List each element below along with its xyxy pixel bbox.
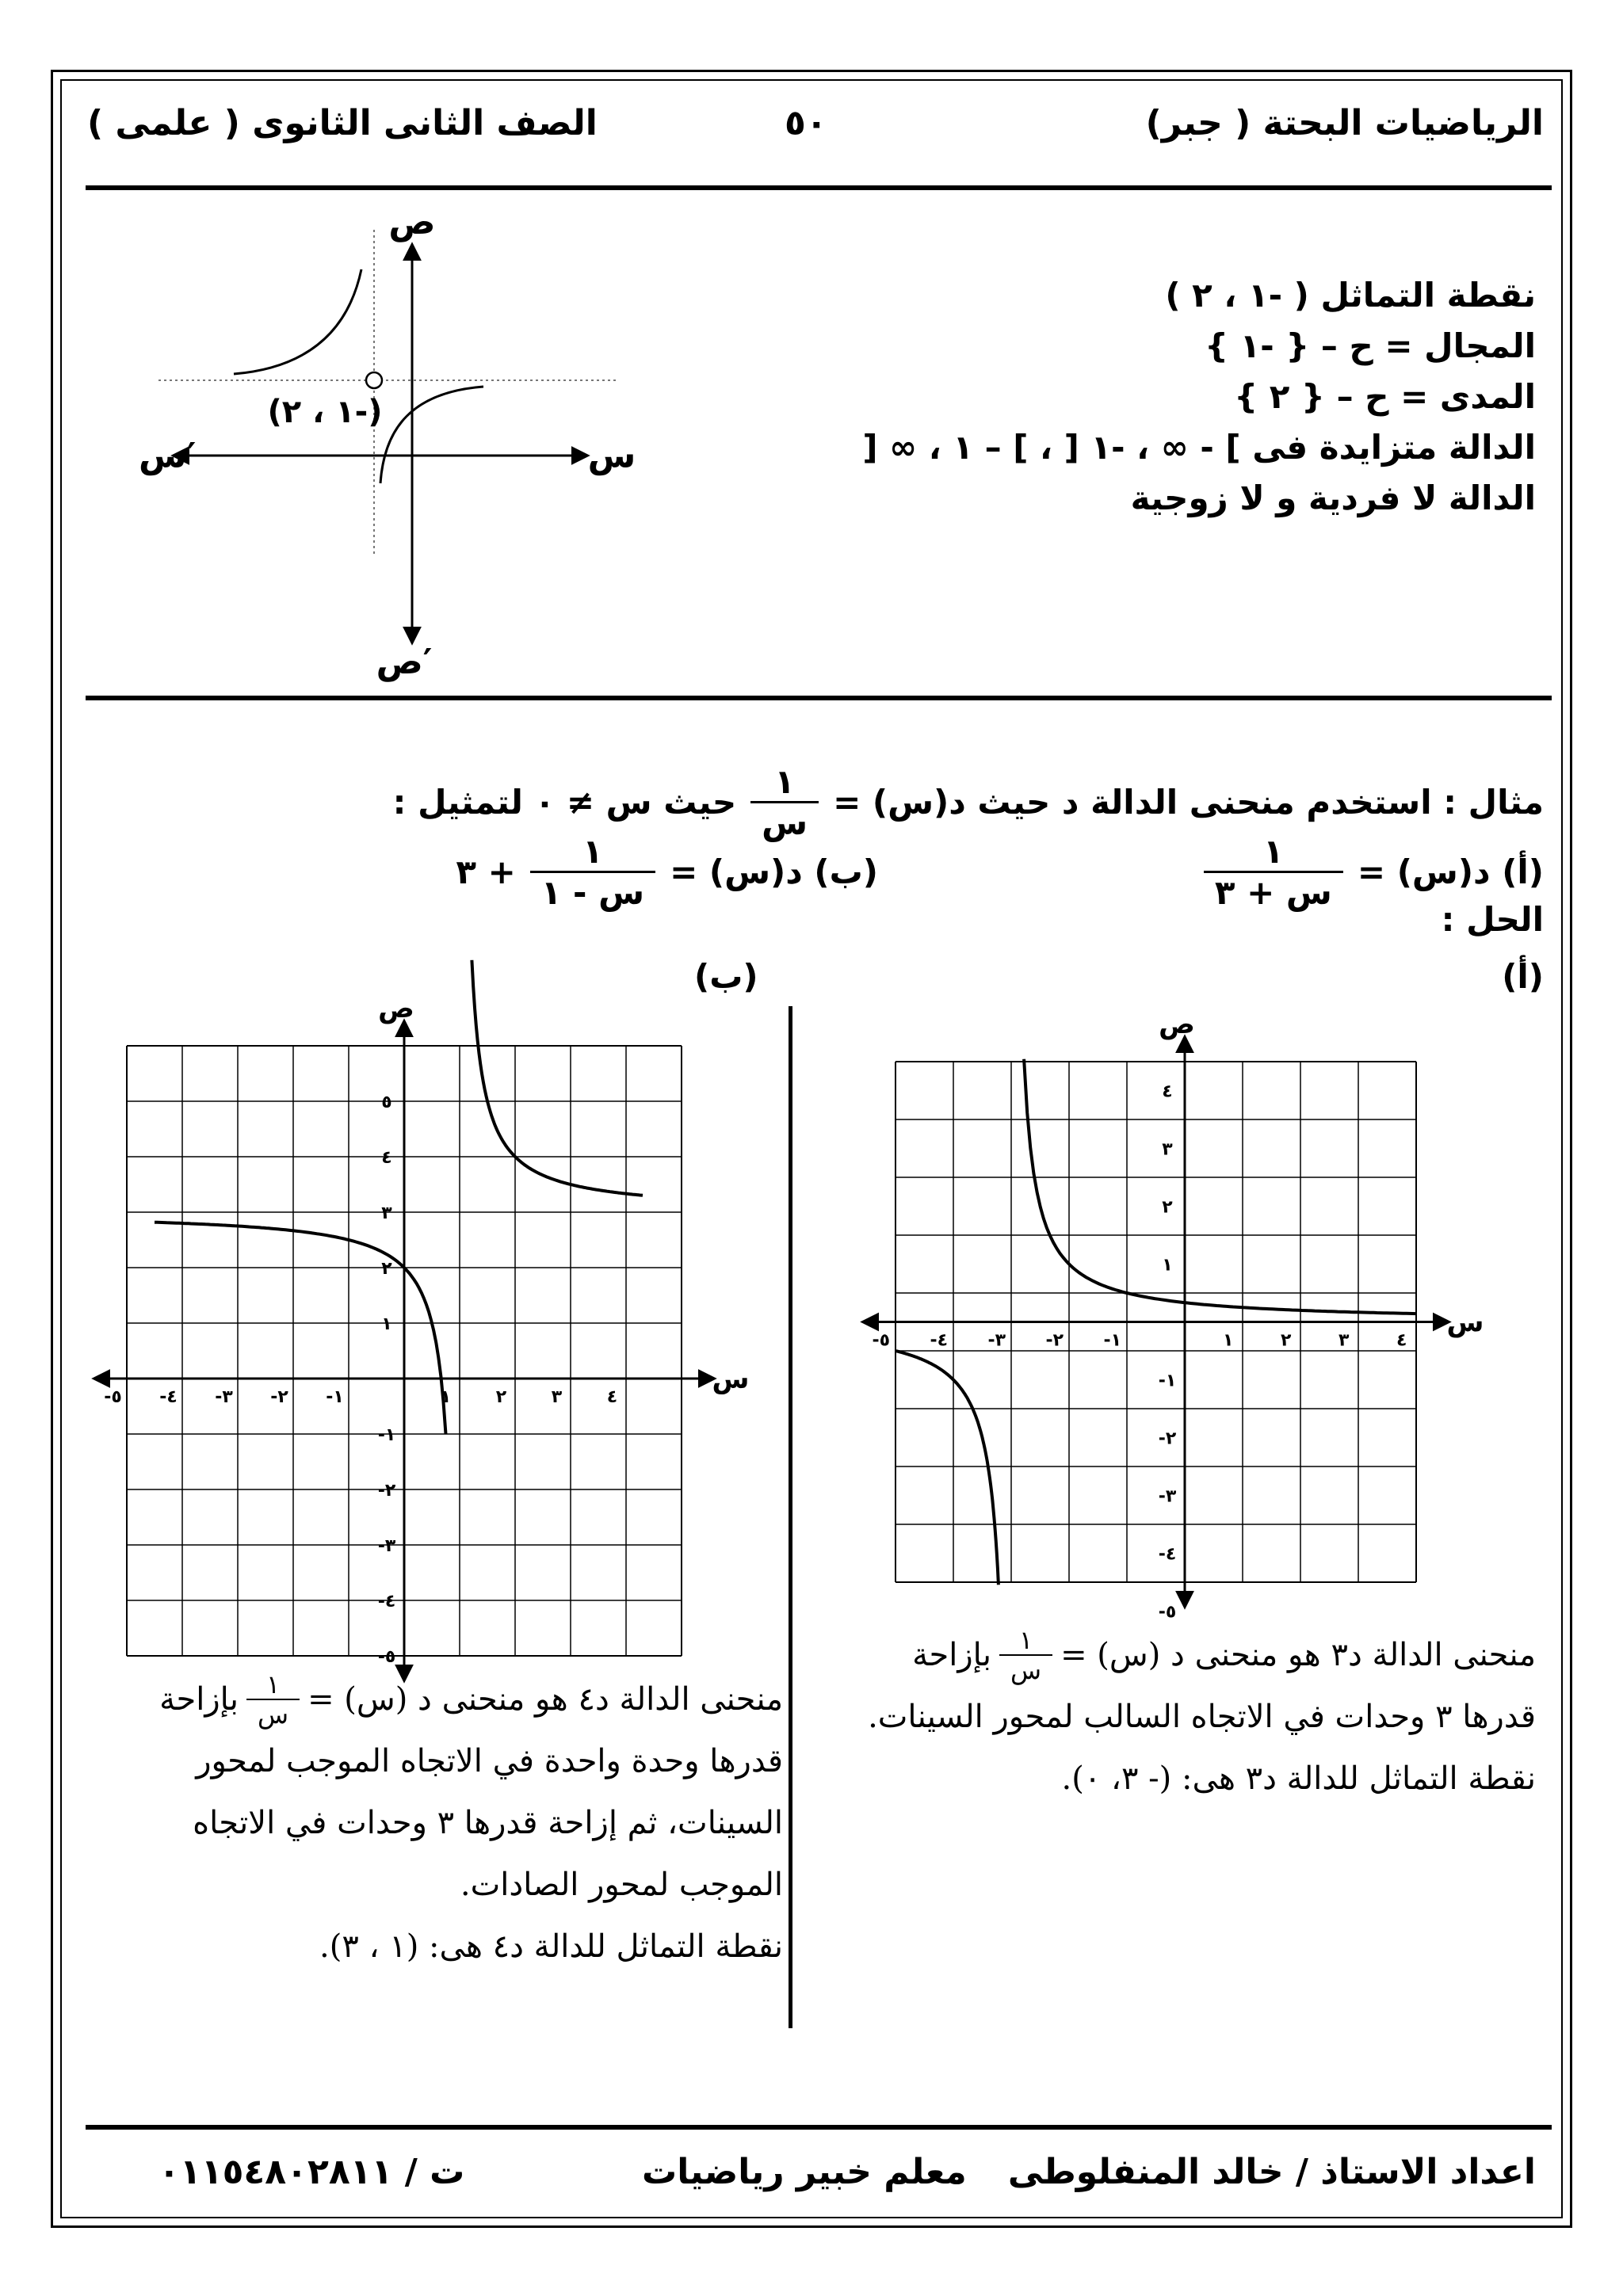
example-fraction xyxy=(750,762,819,842)
part-b-den: س - ١ xyxy=(540,873,645,912)
note-a xyxy=(838,1624,1536,1810)
note-a-line1-end: بإزاحة xyxy=(912,1637,991,1673)
part-a-label: (أ) د(س) = xyxy=(1357,852,1544,891)
example-frac-num: ١ xyxy=(750,762,819,803)
top-graph xyxy=(139,198,697,689)
note-b xyxy=(101,1669,783,1978)
graph-b-x-tick: -٥ xyxy=(104,1387,122,1407)
graph-b-x-tick: -٢ xyxy=(270,1387,288,1407)
footer-title: معلم خبير رياضيات xyxy=(642,2152,967,2192)
note-b-frac-num: ١ xyxy=(246,1670,300,1700)
graph-a-x-tick: -٣ xyxy=(987,1330,1006,1351)
top-graph-curve-left xyxy=(234,269,361,374)
top-graph-curve-right xyxy=(380,387,483,483)
graph-b-y-tick: -٥ xyxy=(377,1647,396,1667)
graph-a-curve-right xyxy=(1024,1059,1416,1314)
note-b-frac-den: س xyxy=(258,1699,289,1730)
graph-a-y-tick: -٣ xyxy=(1158,1486,1177,1507)
part-a-marker: (أ) xyxy=(1502,957,1544,996)
graph-a-x-tick: -٤ xyxy=(930,1330,949,1351)
part-b-fraction xyxy=(530,832,655,912)
example-statement-end: حيث س ≠ ٠ لتمثيل : xyxy=(392,783,737,822)
part-b-label: (ب) د(س) = xyxy=(670,852,878,891)
graph-b-y-label: ص xyxy=(378,993,414,1024)
graph-b-x-tick: ٣ xyxy=(551,1387,563,1407)
top-graph-x-neg-label: س′ xyxy=(139,436,197,476)
note-b-line1-end: بإزاحة xyxy=(159,1681,239,1718)
graph-a-x-tick: ٤ xyxy=(1396,1330,1407,1351)
note-a-frac-num: ١ xyxy=(999,1626,1052,1656)
note-b-line1 xyxy=(101,1669,783,1730)
graph-b-x-tick: ٤ xyxy=(606,1387,618,1407)
graph-b-y-tick: -٤ xyxy=(377,1592,396,1611)
part-b xyxy=(456,832,878,912)
footer-phone: ت / ٠١١٥٤٨٠٢٨١١ xyxy=(158,2152,465,2192)
note-b-line4: الموجب لمحور الصادات. xyxy=(460,1867,783,1903)
header-divider xyxy=(86,185,1552,190)
top-graph-y-neg-label: ص′ xyxy=(376,642,433,682)
top-graph-point-label: (-١ ، ٢) xyxy=(267,394,383,430)
graph-b-curve-left xyxy=(155,1222,446,1434)
range-text: المدى = ح – { ٢ } xyxy=(1234,377,1536,416)
header-subject: الرياضيات البحتة ( جبر) xyxy=(1145,103,1544,143)
graph-b-x-tick: -١ xyxy=(326,1387,344,1407)
parity-text: الدالة لا فردية و لا زوجية xyxy=(1130,479,1536,517)
part-b-marker: (ب) xyxy=(694,957,758,996)
graph-a-y-tick: -٤ xyxy=(1158,1544,1177,1565)
graph-a-x-tick: ٣ xyxy=(1338,1330,1350,1351)
footer-divider xyxy=(86,2125,1552,2130)
graph-a-y-tick: -٥ xyxy=(1158,1602,1177,1623)
column-separator xyxy=(789,1006,792,2028)
graph-a-y-label: ص xyxy=(1159,1009,1195,1040)
part-a-num: ١ xyxy=(1204,832,1343,873)
top-graph-y-label: ص xyxy=(388,202,436,242)
graph-a-y-tick: ٣ xyxy=(1162,1139,1173,1160)
solution-label: الحل : xyxy=(1441,900,1544,939)
graph-a-y-tick: ٢ xyxy=(1162,1197,1173,1218)
graph-b-y-tick: ٥ xyxy=(381,1093,392,1112)
note-a-line2: قدرها ٣ وحدات في الاتجاه السالب لمحور السينات. xyxy=(868,1699,1536,1735)
part-b-num: ١ xyxy=(530,832,655,873)
part-b-tail: + ٣ xyxy=(456,852,516,891)
graph-a-y-tick: -١ xyxy=(1158,1371,1177,1391)
increasing-text: الدالة متزايدة فى ] - ∞ ، -١ [ ، ] – ١ ، ∞ [ xyxy=(862,428,1536,467)
note-b-line3: السينات، ثم إزاحة قدرها ٣ وحدات في الاتجاه xyxy=(193,1805,783,1841)
graph-b-x-tick: -٣ xyxy=(215,1387,233,1407)
section-divider xyxy=(86,696,1552,700)
graph-a-x-tick: -١ xyxy=(1103,1330,1122,1351)
note-a-line1-start: منحنى الدالة د٣ هو منحنى د (س) = xyxy=(1060,1637,1536,1673)
note-b-fraction xyxy=(246,1670,300,1729)
graph-b-y-tick: ٤ xyxy=(381,1148,392,1168)
header-grade: الصف الثانى الثانوى ( علمى ) xyxy=(87,103,598,143)
part-a-fraction xyxy=(1204,832,1343,912)
graph-a-y-tick: ١ xyxy=(1162,1255,1173,1276)
graph-a-x-label: س xyxy=(1446,1306,1484,1339)
graph-b-y-tick: -١ xyxy=(377,1425,396,1445)
graph-b-x-tick: ١ xyxy=(440,1387,452,1407)
graph-b-x-tick: -٤ xyxy=(159,1387,178,1407)
graph-a-x-tick: ١ xyxy=(1223,1330,1234,1351)
graph-a xyxy=(824,1006,1490,1623)
note-a-line3: نقطة التماثل للدالة د٣ هى: (- ٣، ٠). xyxy=(1061,1760,1536,1797)
graph-a-y-tick: -٢ xyxy=(1158,1428,1177,1449)
note-a-line1 xyxy=(838,1624,1536,1686)
note-b-line1-start: منحنى الدالة د٤ هو منحنى د (س) = xyxy=(307,1681,783,1718)
symmetry-point-text: نقطة التماثل ( -١ ، ٢ ) xyxy=(1165,276,1536,315)
graph-b-x-tick: ٢ xyxy=(495,1387,507,1407)
footer-author: اعداد الاستاذ / خالد المنفلوطى xyxy=(1007,2152,1536,2192)
graph-a-curve-left xyxy=(896,1351,999,1585)
graph-b-x-label: س xyxy=(712,1363,750,1395)
graph-a-y-tick: ٤ xyxy=(1162,1081,1173,1102)
example-statement-start: مثال : استخدم منحنى الدالة د حيث د(س) = xyxy=(833,783,1544,822)
note-b-line5: نقطة التماثل للدالة د٤ هى: (١ ، ٣). xyxy=(319,1928,783,1965)
domain-text: المجال = ح – { -١ } xyxy=(1205,326,1536,365)
example-statement xyxy=(393,762,1544,842)
graph-b-y-tick: ٣ xyxy=(381,1203,392,1223)
graph-b-y-tick: -٣ xyxy=(377,1536,396,1556)
note-b-line2: قدرها وحدة واحدة في الاتجاه الموجب لمحور xyxy=(196,1743,783,1779)
top-graph-symmetry-point xyxy=(366,372,382,388)
part-a-den: س + ٣ xyxy=(1214,873,1332,912)
graph-b-y-tick: -٢ xyxy=(377,1481,396,1501)
graph-a-x-tick: ٢ xyxy=(1281,1330,1292,1351)
top-graph-x-label: س xyxy=(587,436,636,476)
example-frac-den: س xyxy=(762,803,808,842)
graph-b xyxy=(104,993,750,1667)
note-a-frac-den: س xyxy=(1010,1655,1042,1685)
graph-b-y-tick: ٢ xyxy=(381,1259,392,1279)
graph-b-y-tick: ١ xyxy=(381,1314,392,1334)
header-page-number: ٥٠ xyxy=(785,103,827,143)
graph-a-x-tick: -٢ xyxy=(1045,1330,1064,1351)
note-a-fraction xyxy=(999,1626,1052,1684)
graph-a-x-tick: -٥ xyxy=(872,1330,891,1351)
